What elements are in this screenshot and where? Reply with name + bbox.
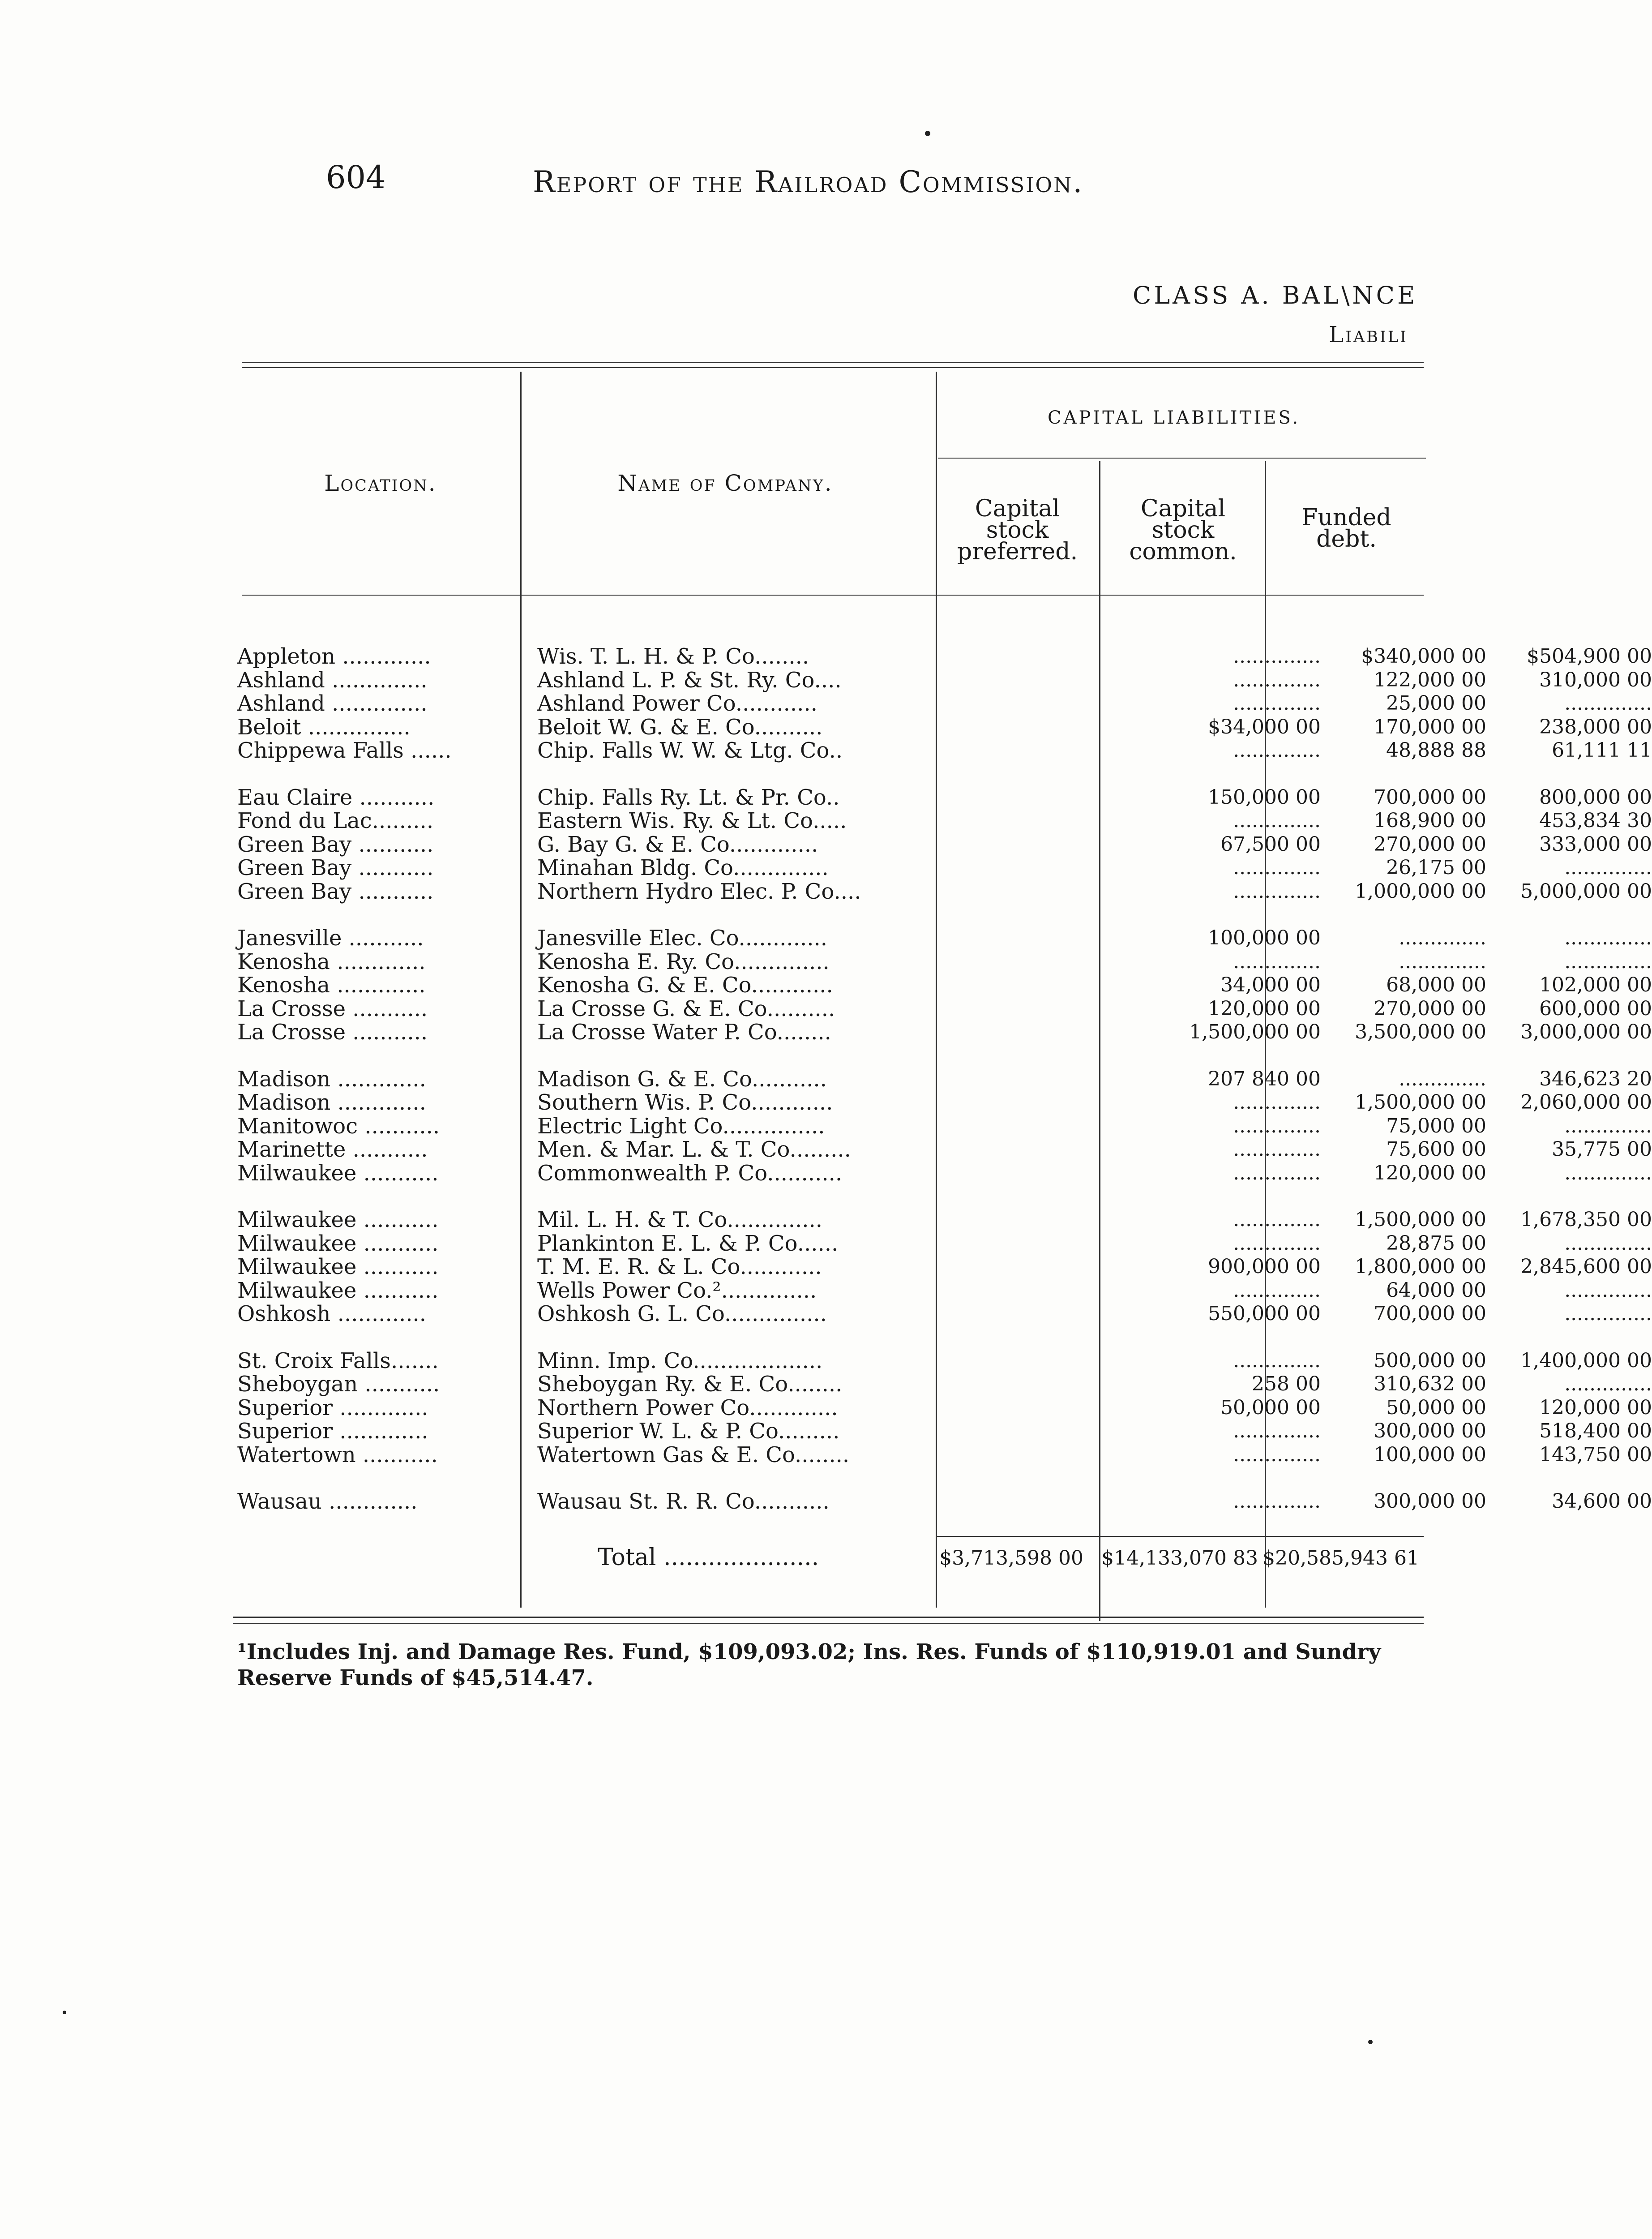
table-row	[237, 949, 1652, 974]
cell-preferred: 258 00	[1252, 1373, 1321, 1395]
col-header-preferred-line2: stock	[986, 517, 1049, 544]
cell-funded: ..............	[1564, 1373, 1652, 1395]
cell-location: Milwaukee ...........	[237, 1278, 439, 1303]
cell-preferred: ..............	[1233, 692, 1321, 715]
cell-funded: 35,775 00	[1552, 1138, 1652, 1161]
col-header-preferred-line1: Capital	[975, 495, 1060, 522]
cell-common: 75,000 00	[1386, 1114, 1486, 1137]
cell-location: Marinette ...........	[237, 1137, 428, 1162]
bottom-rule-2	[233, 1623, 1424, 1624]
cell-preferred: ..............	[1233, 809, 1321, 832]
cell-company: Wis. T. L. H. & P. Co........	[537, 644, 809, 669]
cell-common: $340,000 00	[1361, 645, 1486, 668]
cell-location: Milwaukee ...........	[237, 1207, 439, 1232]
cell-location: Madison .............	[237, 1066, 426, 1092]
cell-funded: 61,111 11	[1552, 739, 1652, 762]
cell-funded: 1,678,350 00	[1520, 1208, 1652, 1231]
table-row	[237, 1090, 1652, 1115]
cell-preferred: ..............	[1233, 1420, 1321, 1442]
cell-common: 270,000 00	[1374, 997, 1486, 1020]
col-header-common-line1: Capital	[1140, 495, 1226, 522]
table-row	[237, 1419, 1652, 1444]
table-row	[237, 1113, 1652, 1139]
cell-funded: ..............	[1564, 950, 1652, 973]
cell-location: Kenosha .............	[237, 973, 426, 998]
table-row	[237, 1442, 1652, 1467]
col-header-common-line2: stock	[1151, 517, 1215, 544]
cell-company: Ashland L. P. & St. Ry. Co....	[537, 667, 842, 693]
cell-common: 3,500,000 00	[1355, 1021, 1486, 1043]
cell-preferred: ..............	[1233, 1490, 1321, 1513]
table-row	[237, 1395, 1652, 1420]
table-row	[237, 667, 1652, 693]
cell-preferred: ..............	[1233, 1349, 1321, 1372]
cell-location: Milwaukee ...........	[237, 1254, 439, 1279]
cell-preferred: ..............	[1233, 1231, 1321, 1255]
cell-company: Northern Power Co.............	[537, 1395, 838, 1420]
print-speck	[1368, 2040, 1373, 2044]
cell-preferred: 900,000 00	[1208, 1255, 1321, 1278]
cell-funded: 800,000 00	[1539, 785, 1652, 809]
cell-preferred: 34,000 00	[1220, 974, 1321, 996]
cell-location: Wausau .............	[237, 1489, 418, 1514]
total-common: $14,133,070 83	[1101, 1547, 1258, 1570]
cell-funded: ..............	[1564, 1278, 1652, 1302]
cell-funded: ..............	[1564, 1114, 1652, 1137]
cell-common: 1,500,000 00	[1355, 1091, 1486, 1114]
page-number: 604	[326, 159, 386, 196]
cell-preferred: ..............	[1233, 1138, 1321, 1161]
group-rule	[938, 458, 1426, 459]
cell-location: Kenosha .............	[237, 949, 426, 974]
print-speck	[925, 131, 930, 136]
col-header-funded	[1267, 504, 1426, 553]
col-header-location: Location.	[324, 470, 437, 496]
cell-common: 28,875 00	[1386, 1231, 1486, 1255]
cell-common: 310,632 00	[1374, 1373, 1486, 1395]
cell-funded: ..............	[1564, 1161, 1652, 1184]
cell-common: 48,888 88	[1386, 739, 1486, 762]
cell-funded: 310,000 00	[1539, 668, 1652, 691]
section-label: Liabili	[1329, 322, 1408, 347]
cell-company: Plankinton E. L. & P. Co......	[537, 1231, 839, 1256]
cell-funded: 34,600 00	[1552, 1490, 1652, 1513]
cell-preferred: ..............	[1233, 739, 1321, 762]
table-row	[237, 1278, 1652, 1303]
cell-company: Northern Hydro Elec. P. Co....	[537, 879, 861, 904]
cell-preferred: 550,000 00	[1208, 1302, 1321, 1325]
cell-funded: 1,400,000 00	[1520, 1349, 1652, 1372]
cell-funded: ..............	[1564, 856, 1652, 879]
cell-location: La Crosse ...........	[237, 1020, 428, 1045]
cell-common: ..............	[1399, 926, 1486, 949]
cell-common: ..............	[1399, 1067, 1486, 1090]
cell-location: Appleton .............	[237, 644, 431, 669]
print-speck	[63, 2011, 66, 2014]
cell-preferred: ..............	[1233, 1278, 1321, 1302]
cell-common: 100,000 00	[1374, 1443, 1486, 1466]
cell-preferred: ..............	[1233, 950, 1321, 973]
cell-location: Ashland ..............	[237, 691, 428, 716]
top-rule	[242, 362, 1424, 363]
table-row	[237, 996, 1652, 1021]
cell-preferred: ..............	[1233, 645, 1321, 668]
table-row	[237, 714, 1652, 740]
class-label: CLASS A. BAL\NCE	[1133, 281, 1418, 309]
cell-location: Green Bay ...........	[237, 879, 434, 904]
cell-preferred: ..............	[1233, 1443, 1321, 1466]
cell-preferred: $34,000 00	[1208, 715, 1321, 738]
total-preferred: $3,713,598 00	[939, 1547, 1083, 1570]
cell-company: Chip. Falls W. W. & Ltg. Co..	[537, 738, 843, 763]
cell-common: 700,000 00	[1374, 1302, 1486, 1325]
cell-funded: 2,060,000 00	[1520, 1091, 1652, 1114]
cell-location: Eau Claire ...........	[237, 785, 435, 810]
bottom-rule	[233, 1617, 1424, 1618]
total-funded: $20,585,943 61	[1263, 1547, 1419, 1570]
cell-company: Madison G. & E. Co...........	[537, 1066, 827, 1092]
cell-common: 50,000 00	[1386, 1396, 1486, 1419]
cell-funded: 346,623 20	[1539, 1067, 1652, 1090]
cell-funded: 600,000 00	[1539, 997, 1652, 1020]
cell-company: Chip. Falls Ry. Lt. & Pr. Co..	[537, 785, 840, 810]
cell-funded: 120,000 00	[1539, 1396, 1652, 1419]
cell-company: La Crosse Water P. Co........	[537, 1020, 831, 1045]
cell-preferred: ..............	[1233, 1161, 1321, 1184]
cell-funded: 143,750 00	[1539, 1443, 1652, 1466]
col-header-common	[1101, 495, 1265, 565]
col-header-preferred-line3: preferred.	[957, 538, 1078, 565]
cell-preferred: 150,000 00	[1208, 785, 1321, 809]
cell-funded: $504,900 00	[1527, 645, 1652, 668]
footnote-line2: Reserve Funds of $45,514.47.	[237, 1665, 594, 1690]
table-row	[237, 1207, 1652, 1232]
cell-funded: ..............	[1564, 1302, 1652, 1325]
cell-company: Minn. Imp. Co...................	[537, 1348, 823, 1373]
cell-common: 64,000 00	[1386, 1278, 1486, 1302]
cell-preferred: ..............	[1233, 856, 1321, 879]
footnote	[237, 1639, 1419, 1691]
cell-location: Milwaukee ...........	[237, 1231, 439, 1256]
cell-company: T. M. E. R. & L. Co............	[537, 1254, 822, 1279]
cell-funded: 453,834 30	[1539, 809, 1652, 832]
cell-location: Green Bay ...........	[237, 832, 434, 857]
table-row	[237, 1254, 1652, 1279]
table-row	[237, 691, 1652, 716]
cell-common: 300,000 00	[1374, 1490, 1486, 1513]
cell-funded: ..............	[1564, 692, 1652, 715]
cell-location: Watertown ...........	[237, 1442, 438, 1467]
table-row	[237, 832, 1652, 857]
table-row	[237, 1066, 1652, 1092]
table-row	[237, 1231, 1652, 1256]
cell-company: Kenosha G. & E. Co............	[537, 973, 833, 998]
table-row	[237, 1301, 1652, 1326]
cell-common: 1,800,000 00	[1355, 1255, 1486, 1278]
cell-location: Madison .............	[237, 1090, 426, 1115]
cell-company: Beloit W. G. & E. Co..........	[537, 714, 823, 740]
cell-company: Superior W. L. & P. Co.........	[537, 1419, 840, 1444]
cell-preferred: ..............	[1233, 1091, 1321, 1114]
cell-funded: 5,000,000 00	[1520, 879, 1652, 903]
cell-location: Janesville ...........	[237, 926, 424, 951]
table-row	[237, 973, 1652, 998]
cell-company: G. Bay G. & E. Co.............	[537, 832, 818, 857]
cell-funded: 333,000 00	[1539, 832, 1652, 856]
cell-common: 1,000,000 00	[1355, 879, 1486, 903]
cell-funded: 2,845,600 00	[1520, 1255, 1652, 1278]
cell-preferred: 207 840 00	[1208, 1067, 1321, 1090]
table-row	[237, 1348, 1652, 1373]
cell-company: La Crosse G. & E. Co..........	[537, 996, 835, 1021]
cell-funded: ..............	[1564, 926, 1652, 949]
cell-location: Fond du Lac.........	[237, 808, 434, 833]
cell-location: Sheboygan ...........	[237, 1372, 440, 1397]
cell-company: Electric Light Co...............	[537, 1113, 825, 1139]
group-header-capital-liabilities: CAPITAL LIABILITIES.	[1048, 407, 1301, 428]
table-row	[237, 738, 1652, 763]
table-row	[237, 1137, 1652, 1162]
cell-location: Chippewa Falls ......	[237, 738, 452, 763]
cell-funded: 102,000 00	[1539, 974, 1652, 996]
cell-location: St. Croix Falls.......	[237, 1348, 439, 1373]
cell-location: Milwaukee ...........	[237, 1160, 439, 1186]
cell-common: 26,175 00	[1386, 856, 1486, 879]
table-row	[237, 644, 1652, 669]
cell-location: Superior .............	[237, 1395, 428, 1420]
cell-common: 120,000 00	[1374, 1161, 1486, 1184]
table-row	[237, 785, 1652, 810]
cell-preferred: ..............	[1233, 1208, 1321, 1231]
cell-common: 168,900 00	[1374, 809, 1486, 832]
cell-preferred: 50,000 00	[1220, 1396, 1321, 1419]
cell-preferred: 1,500,000 00	[1189, 1021, 1321, 1043]
col-header-common-line3: common.	[1129, 538, 1237, 565]
cell-company: Oshkosh G. L. Co...............	[537, 1301, 827, 1326]
cell-company: Mil. L. H. & T. Co..............	[537, 1207, 822, 1232]
cell-common: 1,500,000 00	[1355, 1208, 1486, 1231]
table-row	[237, 926, 1652, 951]
table-row	[237, 808, 1652, 833]
cell-common: 68,000 00	[1386, 974, 1486, 996]
cell-location: Beloit ...............	[237, 714, 411, 740]
cell-common: 122,000 00	[1374, 668, 1486, 691]
table-row	[237, 855, 1652, 880]
cell-common: 75,600 00	[1386, 1138, 1486, 1161]
table-row	[237, 879, 1652, 904]
cell-preferred: 67,500 00	[1220, 832, 1321, 856]
header-rule	[242, 595, 1424, 596]
table-row	[237, 1489, 1652, 1514]
cell-preferred: 100,000 00	[1208, 926, 1321, 949]
total-rule	[936, 1536, 1424, 1537]
cell-funded: 238,000 00	[1539, 715, 1652, 738]
cell-company: Sheboygan Ry. & E. Co........	[537, 1372, 843, 1397]
cell-company: Men. & Mar. L. & T. Co.........	[537, 1137, 851, 1162]
cell-preferred: ..............	[1233, 879, 1321, 903]
cell-common: ..............	[1399, 950, 1486, 973]
cell-location: Manitowoc ...........	[237, 1113, 440, 1139]
cell-location: Superior .............	[237, 1419, 428, 1444]
cell-company: Kenosha E. Ry. Co..............	[537, 949, 830, 974]
cell-preferred: 120,000 00	[1208, 997, 1321, 1020]
cell-company: Eastern Wis. Ry. & Lt. Co.....	[537, 808, 847, 833]
cell-company: Minahan Bldg. Co..............	[537, 855, 829, 880]
total-label: Total .....................	[598, 1544, 819, 1571]
cell-common: 300,000 00	[1374, 1420, 1486, 1442]
cell-company: Watertown Gas & E. Co........	[537, 1442, 850, 1467]
cell-company: Commonwealth P. Co...........	[537, 1160, 843, 1186]
cell-company: Ashland Power Co............	[537, 691, 817, 716]
table-row	[237, 1020, 1652, 1045]
cell-funded: 518,400 00	[1539, 1420, 1652, 1442]
cell-preferred: ..............	[1233, 668, 1321, 691]
cell-company: Janesville Elec. Co.............	[537, 926, 827, 951]
cell-company: Southern Wis. P. Co............	[537, 1090, 833, 1115]
page-title: Report of the Railroad Commission.	[533, 165, 1084, 199]
cell-company: Wells Power Co.²..............	[537, 1278, 817, 1303]
cell-location: Ashland ..............	[237, 667, 428, 693]
cell-location: Green Bay ...........	[237, 855, 434, 880]
cell-location: La Crosse ...........	[237, 996, 428, 1021]
top-rule-2	[242, 367, 1424, 368]
cell-preferred: ..............	[1233, 1114, 1321, 1137]
col-header-company: Name of Company.	[617, 470, 833, 496]
cell-common: 170,000 00	[1374, 715, 1486, 738]
cell-funded: 3,000,000 00	[1520, 1021, 1652, 1043]
col-header-funded-line2: debt.	[1316, 526, 1377, 553]
cell-company: Wausau St. R. R. Co...........	[537, 1489, 830, 1514]
footnote-line1: ¹Includes Inj. and Damage Res. Fund, $109,093.02; Ins. Res. Funds of $110,919.01 and Sundry	[237, 1639, 1381, 1664]
col-header-preferred	[938, 495, 1097, 565]
cell-common: 500,000 00	[1374, 1349, 1486, 1372]
col-header-funded-line1: Funded	[1301, 504, 1391, 531]
cell-common: 700,000 00	[1374, 785, 1486, 809]
cell-funded: ..............	[1564, 1231, 1652, 1255]
table-row	[237, 1160, 1652, 1186]
cell-common: 270,000 00	[1374, 832, 1486, 856]
cell-common: 25,000 00	[1386, 692, 1486, 715]
table-row	[237, 1372, 1652, 1397]
cell-location: Oshkosh .............	[237, 1301, 427, 1326]
